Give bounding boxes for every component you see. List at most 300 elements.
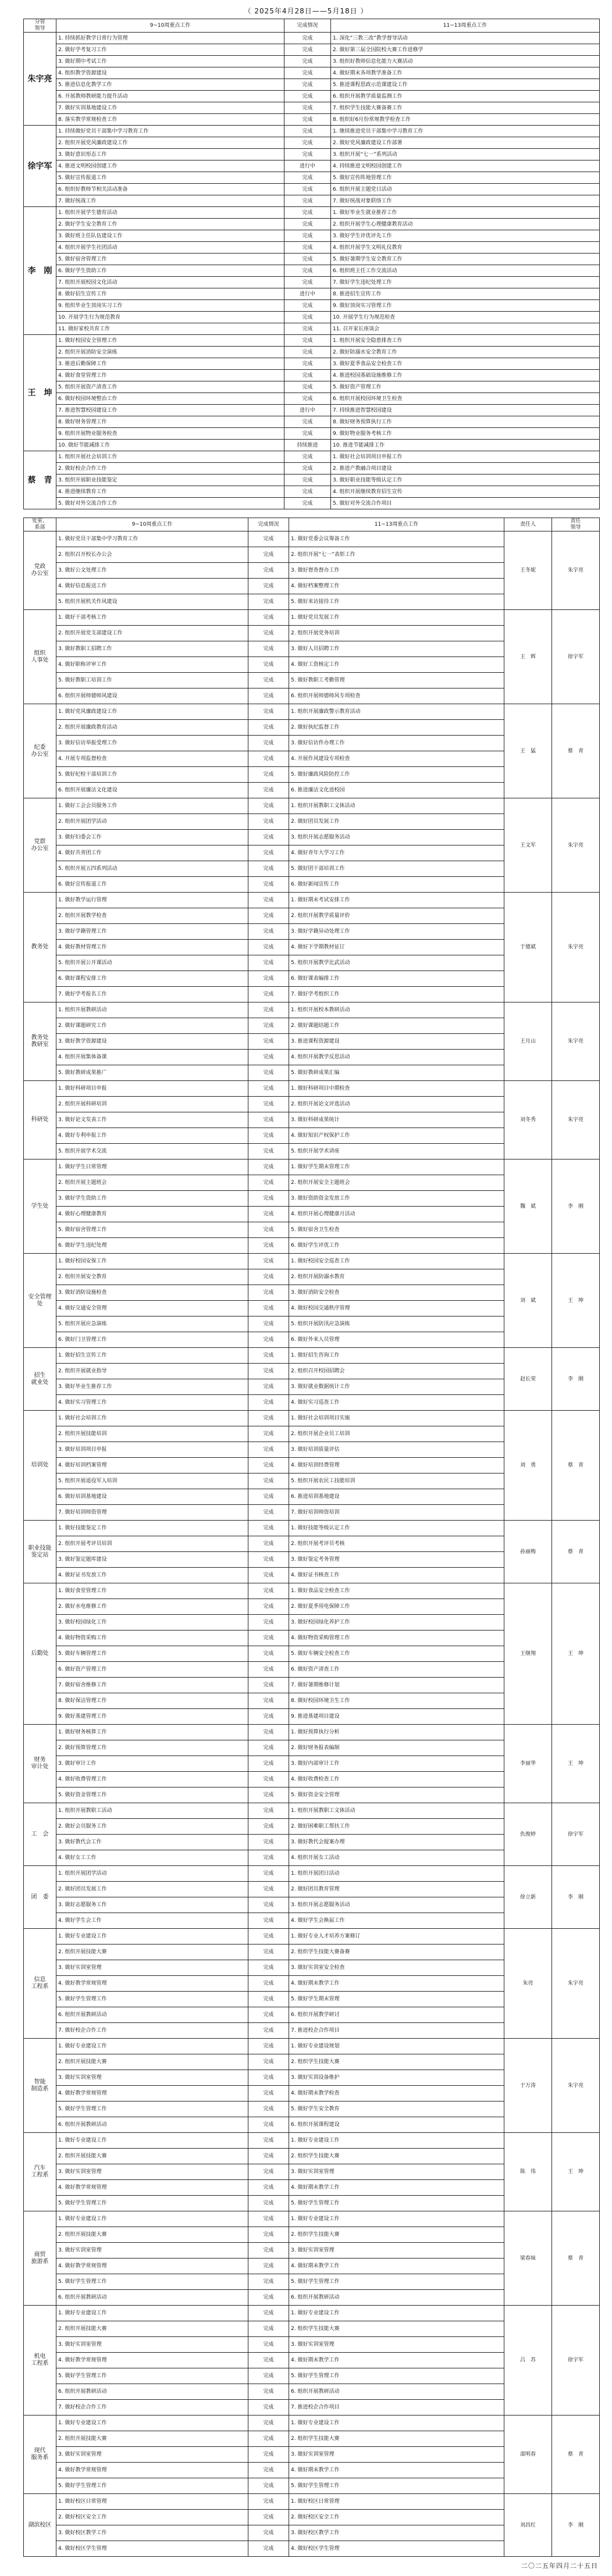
task-current: 1. 做好专业建设工作 <box>56 2211 248 2227</box>
status-cell: 完成 <box>248 594 289 610</box>
status-cell: 完成 <box>284 463 331 474</box>
task-next: 1. 做好党委会议筹备工作 <box>289 531 504 547</box>
task-next: 3. 做好实训室安全检查 <box>289 1960 504 1976</box>
table-row <box>24 486 600 498</box>
task-current: 7. 做好校企合作工作 <box>56 2023 248 2039</box>
status-cell: 完成 <box>284 416 331 428</box>
task-current: 3. 做好培训项目申报 <box>56 1442 248 1458</box>
status-cell: 完成 <box>248 2321 289 2337</box>
table-row <box>24 219 600 230</box>
status-cell: 完成 <box>248 1364 289 1379</box>
status-cell: 完成 <box>248 1065 289 1081</box>
task-next: 3. 做好消防安全检查 <box>289 1285 504 1301</box>
task-current: 1. 组织开展学生德育活动 <box>56 207 284 219</box>
task-current: 1. 持续做好党员干部集中学习教育工作 <box>56 126 284 137</box>
task-next: 7. 做好培训师资培训 <box>289 1505 504 1521</box>
status-cell: 完成 <box>284 277 331 288</box>
status-cell: 完成 <box>248 1740 289 1756</box>
status-cell: 完成 <box>248 1662 289 1678</box>
task-next: 1. 做好食品安全检查工作 <box>289 1583 504 1599</box>
dept-name: 教务处 <box>24 893 56 1002</box>
task-current: 3. 做好班主任队伍建设工作 <box>56 230 284 242</box>
task-next: 3. 做好实训室管理 <box>289 2243 504 2259</box>
status-cell: 完成 <box>248 798 289 814</box>
table-row <box>24 91 600 102</box>
task-next: 6. 推进培训基地建设 <box>289 1489 504 1505</box>
status-cell: 完成 <box>248 1630 289 1646</box>
task-current: 3. 做好信访举报受理工作 <box>56 736 248 751</box>
status-cell: 完成 <box>284 102 331 114</box>
table-row <box>24 2416 600 2431</box>
task-next: 5. 做好教研成果汇编 <box>289 1065 504 1081</box>
status-cell: 完成 <box>248 1379 289 1395</box>
status-cell: 完成 <box>248 1866 289 1882</box>
task-next: 6. 做好学生评优工作 <box>289 1238 504 1254</box>
task-current: 6. 组织好教师节相关活动准备 <box>56 184 284 195</box>
header-week-9-10: 9~10周重点工作 <box>56 19 284 33</box>
task-next: 7. 做好学考组织工作 <box>289 987 504 1002</box>
responsible-person: 于万涛 <box>504 2039 552 2133</box>
task-current: 7. 做好统战工作 <box>56 195 284 207</box>
task-current: 2. 组织开展安全教育 <box>56 1269 248 1285</box>
task-current: 7. 做好学考报名工作 <box>56 987 248 1002</box>
task-next: 6. 组织开展教学质量监测工作 <box>331 91 600 102</box>
status-cell: 完成 <box>248 2259 289 2274</box>
status-cell: 完成 <box>248 2541 289 2557</box>
table-row <box>24 704 600 720</box>
task-next: 1. 深化“三教三改”教学督导活动 <box>331 33 600 44</box>
task-next: 2. 做好团员教育管理 <box>289 1882 504 1897</box>
task-current: 6. 做好宣传报道工作 <box>56 877 248 893</box>
task-next: 2. 组织开展“七一”表彰工作 <box>289 547 504 563</box>
task-next: 6. 组织班主任工作交流活动 <box>331 265 600 277</box>
status-cell: 持续推进 <box>284 440 331 451</box>
task-current: 3. 做好实训室管理 <box>56 2243 248 2259</box>
status-cell: 完成 <box>248 610 289 626</box>
task-current: 1. 做好社会培训工作 <box>56 1411 248 1426</box>
responsible-person: 王 辉 <box>504 610 552 704</box>
task-current: 6. 组织开展师德师风建设 <box>56 688 248 704</box>
task-next: 2. 做好财务报表编制 <box>289 1740 504 1756</box>
table-row <box>24 1081 600 1097</box>
task-next: 4. 组织开展教学反思活动 <box>289 1050 504 1065</box>
task-next: 4. 做好期末教学工作 <box>289 2180 504 2196</box>
task-next: 2. 组织学生技能大赛 <box>289 2321 504 2337</box>
task-current: 2. 做好学考复习工作 <box>56 44 284 56</box>
status-cell: 完成 <box>248 1191 289 1207</box>
responsible-leader: 朱宇亮 <box>552 893 600 1002</box>
task-current: 4. 做好教学常规管理 <box>56 2259 248 2274</box>
task-current: 2. 组织开展科研培训 <box>56 1097 248 1112</box>
task-current: 1. 做好干部考核工作 <box>56 610 248 626</box>
task-current: 2. 做好团员发展工作 <box>56 1882 248 1897</box>
table-row <box>24 102 600 114</box>
task-next: 1. 做好毕业生就业推荐工作 <box>331 207 600 219</box>
table-row <box>24 2039 600 2054</box>
status-cell: 完成 <box>248 1803 289 1819</box>
task-next: 4. 做好学生会换届工作 <box>289 1913 504 1929</box>
task-next: 1. 做好期末考试安排工作 <box>289 893 504 908</box>
responsible-leader: 蔡 青 <box>552 2211 600 2306</box>
task-next: 5. 做好学生期末管理 <box>289 1992 504 2007</box>
status-cell: 进行中 <box>284 405 331 416</box>
status-cell: 完成 <box>248 1835 289 1850</box>
task-current: 3. 做好实训室管理 <box>56 2337 248 2353</box>
task-current: 4. 做好物资采购工作 <box>56 1630 248 1646</box>
task-next: 11. 召开家长座谈会 <box>331 323 600 335</box>
status-cell: 完成 <box>248 1568 289 1583</box>
table-row <box>24 1002 600 1018</box>
task-next: 8. 组织好6月份常规教学检查工作 <box>331 114 600 126</box>
leader-name: 蔡 青 <box>24 451 56 509</box>
task-current: 8. 做好保洁管理工作 <box>56 1693 248 1709</box>
task-next: 4. 做好期末教学检查 <box>289 2086 504 2102</box>
responsible-person: 赵长荣 <box>504 1348 552 1411</box>
task-current: 3. 做好公文处理工作 <box>56 563 248 579</box>
task-current: 5. 组织开展学术交流 <box>56 1144 248 1159</box>
task-next: 2. 组织开展考评员考核 <box>289 1536 504 1552</box>
table-row <box>24 531 600 547</box>
table-row <box>24 393 600 405</box>
status-cell: 进行中 <box>284 288 331 300</box>
task-next: 1. 做好科研项目中期检查 <box>289 1081 504 1097</box>
status-cell: 完成 <box>284 335 331 347</box>
status-cell: 完成 <box>248 940 289 955</box>
task-next: 3. 做好资助资金发放工作 <box>289 1191 504 1207</box>
task-next: 1. 做好专业建设工作 <box>289 2211 504 2227</box>
table-row <box>24 474 600 486</box>
task-next: 4. 做好下学期教材征订 <box>289 940 504 955</box>
task-next: 3. 推进课程资源建设 <box>289 1034 504 1050</box>
status-cell: 完成 <box>248 1332 289 1348</box>
status-cell: 完成 <box>248 1097 289 1112</box>
task-current: 2. 做好预算管理工作 <box>56 1740 248 1756</box>
task-next: 5. 做好学生管理工作 <box>289 2274 504 2290</box>
task-current: 5. 做好学生管理工作 <box>56 2102 248 2117</box>
table-row <box>24 230 600 242</box>
status-cell: 完成 <box>248 893 289 908</box>
task-current: 4. 组织教学资源建设 <box>56 67 284 79</box>
task-current: 4. 做好校区学生管理 <box>56 2541 248 2557</box>
status-cell: 完成 <box>284 172 331 184</box>
header-week-11-13: 11~13周重点工作 <box>289 518 504 531</box>
status-cell: 完成 <box>248 783 289 798</box>
header-week-9-10: 9~10周重点工作 <box>56 518 248 531</box>
task-current: 5. 做好宣传报道工作 <box>56 172 284 184</box>
status-cell: 完成 <box>248 2510 289 2525</box>
table-row <box>24 56 600 67</box>
responsible-leader: 徐宇军 <box>552 610 600 704</box>
task-next: 7. 做好统战对象联络工作 <box>331 195 600 207</box>
status-cell: 完成 <box>284 33 331 44</box>
status-cell: 完成 <box>248 1693 289 1709</box>
task-current: 3. 做好实训室管理 <box>56 2164 248 2180</box>
task-next: 4. 做好期末教学工作 <box>289 1976 504 1992</box>
task-current: 2. 组织开展技能大赛 <box>56 2149 248 2164</box>
task-current: 6. 做好资产管理工作 <box>56 1662 248 1678</box>
task-next: 1. 做好专业人才培养方案修订 <box>289 1929 504 1945</box>
task-next: 3. 做好督查督办工作 <box>289 563 504 579</box>
status-cell: 完成 <box>248 1897 289 1913</box>
task-next: 4. 做好青年大学习工作 <box>289 845 504 861</box>
task-next: 2. 组织学生技能大赛备赛 <box>289 1945 504 1960</box>
task-current: 1. 持续抓好教学日常行为管理 <box>56 33 284 44</box>
task-current: 7. 推进智慧校园建设工作 <box>56 405 284 416</box>
task-next: 3. 做好学籍异动处理工作 <box>289 924 504 940</box>
header-person: 责任人 <box>504 518 552 531</box>
table-row <box>24 463 600 474</box>
status-cell: 完成 <box>248 1473 289 1489</box>
table-row <box>24 798 600 814</box>
dept-name: 纪委 办公室 <box>24 704 56 798</box>
task-next: 1. 做好校区日常管理 <box>289 2494 504 2510</box>
responsible-leader: 朱宇亮 <box>552 1002 600 1081</box>
task-current: 4. 做好心理健康教育 <box>56 1207 248 1222</box>
task-next: 5. 做好学生管理工作 <box>289 2368 504 2384</box>
task-next: 2. 做好党风廉政建设工作部署 <box>331 137 600 149</box>
task-next: 4. 开展作风建设专项检查 <box>289 751 504 767</box>
task-current: 5. 组织开展应急演练 <box>56 1316 248 1332</box>
task-current: 2. 组织开展就业指导 <box>56 1364 248 1379</box>
task-current: 9. 组织毕业生顶岗实习工作 <box>56 300 284 312</box>
task-next: 4. 组织开展继续教育招生宣传 <box>331 486 600 498</box>
task-current: 1. 做好教学运行管理 <box>56 893 248 908</box>
table-row <box>24 2211 600 2227</box>
dept-name: 湖滨校区 <box>24 2494 56 2557</box>
task-next: 5. 做好廉政风险防控工作 <box>289 767 504 783</box>
status-cell: 完成 <box>248 1678 289 1693</box>
table-row <box>24 67 600 79</box>
responsible-person: 王月山 <box>504 1002 552 1081</box>
task-next: 6. 做好新闻宣传工作 <box>289 877 504 893</box>
task-next: 6. 组织开展教学研讨 <box>289 2007 504 2023</box>
table-row <box>24 195 600 207</box>
table-row <box>24 1583 600 1599</box>
status-cell: 完成 <box>248 1709 289 1725</box>
task-next: 5. 做好学生安全教育 <box>289 2102 504 2117</box>
task-current: 1. 组织开展团学活动 <box>56 1866 248 1882</box>
task-current: 1. 做好校园安全管理工作 <box>56 335 284 347</box>
status-cell: 完成 <box>248 1882 289 1897</box>
status-cell: 完成 <box>248 924 289 940</box>
task-current: 10. 做好节能减排工作 <box>56 440 284 451</box>
task-next: 6. 组织开展课程建设 <box>289 2117 504 2133</box>
status-cell: 完成 <box>248 720 289 736</box>
task-next: 6. 推进廉洁文化进校园 <box>289 783 504 798</box>
status-cell: 完成 <box>284 114 331 126</box>
task-next: 7. 组织学生技能大赛备赛工作 <box>331 102 600 114</box>
task-next: 6. 做好课表编排工作 <box>289 971 504 987</box>
task-next: 1. 做好社会培训项目实施 <box>289 1411 504 1426</box>
task-current: 3. 做好校园绿化工作 <box>56 1615 248 1630</box>
task-next: 4. 做好期末教学工作 <box>289 2353 504 2368</box>
status-cell: 完成 <box>248 1787 289 1803</box>
dept-name: 智能 制造系 <box>24 2039 56 2133</box>
task-next: 2. 做好困难职工帮扶工作 <box>289 1819 504 1835</box>
status-cell: 完成 <box>284 91 331 102</box>
responsible-leader: 朱宇亮 <box>552 2039 600 2133</box>
task-next: 3. 做好学生评优评先工作 <box>331 230 600 242</box>
responsible-person: 王继翔 <box>504 1583 552 1725</box>
task-current: 1. 做好食堂管理工作 <box>56 1583 248 1599</box>
status-cell: 完成 <box>284 474 331 486</box>
responsible-leader: 朱宇亮 <box>552 798 600 893</box>
status-cell: 完成 <box>284 347 331 358</box>
responsible-person: 王冬妮 <box>504 531 552 610</box>
task-current: 4. 推进继续教育工作 <box>56 486 284 498</box>
task-current: 3. 做好审计工作 <box>56 1756 248 1772</box>
task-next: 6. 组织开展教研活动 <box>289 2290 504 2306</box>
task-current: 8. 做好招生宣传工作 <box>56 288 284 300</box>
task-current: 11. 做好家校共育工作 <box>56 323 284 335</box>
task-next: 5. 组织开展防汛应急演练 <box>289 1316 504 1332</box>
task-next: 1. 做好社会培训项目申报工作 <box>331 451 600 463</box>
header-status: 完成情况 <box>284 19 331 33</box>
status-cell: 完成 <box>284 184 331 195</box>
task-current: 2. 组织开展主题班会 <box>56 1175 248 1191</box>
task-current: 5. 组织开展资产清查工作 <box>56 381 284 393</box>
status-cell: 完成 <box>248 1489 289 1505</box>
status-cell: 完成 <box>284 486 331 498</box>
responsible-leader: 蔡 青 <box>552 1521 600 1583</box>
task-current: 3. 做好论文发表工作 <box>56 1112 248 1128</box>
responsible-person: 刘冬秀 <box>504 1081 552 1159</box>
dept-name: 党群 办公室 <box>24 798 56 893</box>
task-current: 1. 做好招生宣传工作 <box>56 1348 248 1364</box>
task-current: 3. 做好校区教学工作 <box>56 2525 248 2541</box>
task-current: 3. 做好教学资源建设 <box>56 1034 248 1050</box>
status-cell: 完成 <box>248 1002 289 1018</box>
task-current: 2. 做好校区安全工作 <box>56 2510 248 2525</box>
status-cell: 完成 <box>248 673 289 688</box>
task-next: 4. 推进校园基础设施维修工作 <box>331 370 600 381</box>
responsible-person: 王 猛 <box>504 704 552 798</box>
task-current: 3. 做好志愿服务工作 <box>56 1897 248 1913</box>
dept-name: 信息 工程系 <box>24 1929 56 2039</box>
responsible-person: 朱亮 <box>504 1929 552 2039</box>
task-next: 10. 推进节能减排工作 <box>331 440 600 451</box>
task-current: 4. 做好教学常规管理 <box>56 2353 248 2368</box>
dept-name: 学生处 <box>24 1159 56 1254</box>
task-current: 1. 做好技能鉴定工作 <box>56 1521 248 1536</box>
task-next: 4. 做好证书核查工作 <box>289 1568 504 1583</box>
task-next: 4. 做好知识产权保护工作 <box>289 1128 504 1144</box>
task-current: 2. 做好课题研究工作 <box>56 1018 248 1034</box>
task-current: 2. 组织开展教学检查 <box>56 908 248 924</box>
task-current: 4. 开展专项监督检查 <box>56 751 248 767</box>
status-cell: 完成 <box>248 1269 289 1285</box>
task-current: 4. 做好共青团工作 <box>56 845 248 861</box>
task-current: 2. 组织开展技能大赛 <box>56 2054 248 2070</box>
status-cell: 完成 <box>248 2290 289 2306</box>
task-current: 1. 做好学生日常管理 <box>56 1159 248 1175</box>
task-current: 6. 做好培训基地建设 <box>56 1489 248 1505</box>
task-current: 4. 做好女工工作 <box>56 1850 248 1866</box>
task-current: 4. 推进文明校园创建工作 <box>56 160 284 172</box>
task-current: 1. 组织开展社会培训工作 <box>56 451 284 463</box>
task-next: 5. 做好对外交流合作项目 <box>331 498 600 509</box>
status-cell: 完成 <box>248 1207 289 1222</box>
table-row <box>24 347 600 358</box>
status-cell: 完成 <box>248 2243 289 2259</box>
task-current: 4. 组织开展集体备课 <box>56 1050 248 1065</box>
table-row <box>24 79 600 91</box>
dept-name: 团 委 <box>24 1866 56 1929</box>
table-row <box>24 405 600 416</box>
task-next: 7. 做好学生违纪处理工作 <box>331 277 600 288</box>
task-next: 3. 做好实训室管理 <box>289 2164 504 2180</box>
status-cell: 完成 <box>284 428 331 440</box>
task-next: 1. 组织开展安全隐患排查工作 <box>331 335 600 347</box>
task-current: 4. 做好教学常规管理 <box>56 2463 248 2478</box>
responsible-person: 李丽华 <box>504 1725 552 1803</box>
status-cell: 完成 <box>248 2164 289 2180</box>
task-current: 2. 组织开展技能培训 <box>56 1426 248 1442</box>
task-current: 4. 做好交通安全管理 <box>56 1301 248 1316</box>
table-header-row <box>24 518 600 531</box>
task-current: 2. 组织开展技能大赛 <box>56 2321 248 2337</box>
responsible-leader: 王 坤 <box>552 1583 600 1725</box>
task-current: 2. 做好水电维修工作 <box>56 1599 248 1615</box>
task-current: 5. 组织开展机关作风建设 <box>56 594 248 610</box>
status-cell: 完成 <box>248 1238 289 1254</box>
task-next: 3. 组织开展志愿服务活动 <box>289 1897 504 1913</box>
status-cell: 完成 <box>284 242 331 254</box>
status-cell: 完成 <box>248 626 289 641</box>
status-cell: 完成 <box>248 1144 289 1159</box>
task-next: 4. 做好收费检查工作 <box>289 1772 504 1787</box>
task-current: 1. 做好党员干部集中学习教育工作 <box>56 531 248 547</box>
task-next: 1. 做好预算执行分析 <box>289 1725 504 1740</box>
table-row <box>24 610 600 626</box>
task-next: 2. 组织学生技能大赛 <box>289 2149 504 2164</box>
task-current: 2. 做好校企合作工作 <box>56 463 284 474</box>
dept-name: 职业技能 鉴定站 <box>24 1521 56 1583</box>
status-cell: 完成 <box>248 830 289 845</box>
table-row <box>24 1254 600 1269</box>
task-next: 4. 做好培训经费管理 <box>289 1458 504 1473</box>
status-cell: 完成 <box>248 877 289 893</box>
status-cell: 完成 <box>248 1348 289 1364</box>
status-cell: 完成 <box>248 1772 289 1787</box>
task-current: 5. 做好对外交流合作工作 <box>56 498 284 509</box>
status-cell: 完成 <box>248 2416 289 2431</box>
task-next: 5. 组织开展学术讲座 <box>289 1144 504 1159</box>
task-next: 3. 做好就业数据统计工作 <box>289 1379 504 1395</box>
task-current: 7. 做好宿舍维修工作 <box>56 1678 248 1693</box>
responsible-leader: 徐宇军 <box>552 1803 600 1866</box>
status-cell: 完成 <box>284 300 331 312</box>
leader-name: 李 刚 <box>24 207 56 335</box>
dept-name: 招生 就业处 <box>24 1348 56 1411</box>
dept-name: 组织 人事处 <box>24 610 56 704</box>
status-cell: 完成 <box>248 2196 289 2211</box>
task-current: 7. 做好实训基地建设工作 <box>56 102 284 114</box>
task-current: 3. 组织开展职业技能鉴定 <box>56 474 284 486</box>
status-cell: 完成 <box>248 861 289 877</box>
dept-name: 培训处 <box>24 1411 56 1521</box>
status-cell: 完成 <box>248 2070 289 2086</box>
responsible-leader: 李 刚 <box>552 1159 600 1254</box>
status-cell: 完成 <box>248 2384 289 2400</box>
table-row <box>24 1521 600 1536</box>
leader-work-table <box>23 19 600 509</box>
status-cell: 完成 <box>248 987 289 1002</box>
status-cell: 完成 <box>248 1159 289 1175</box>
task-next: 9. 推进基建项目建设 <box>289 1709 504 1725</box>
status-cell: 完成 <box>248 1725 289 1740</box>
status-cell: 完成 <box>284 393 331 405</box>
